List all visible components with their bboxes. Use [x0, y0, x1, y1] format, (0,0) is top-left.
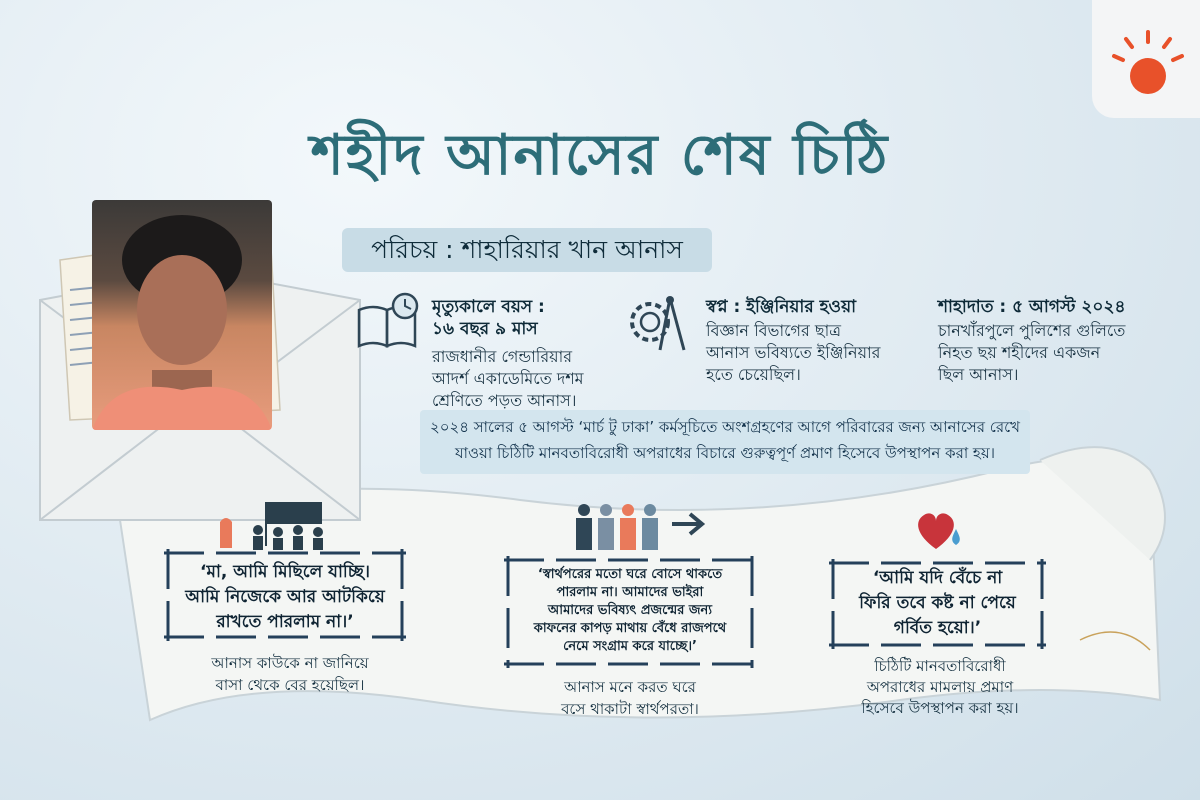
heart-drop-icon [912, 505, 970, 555]
book-clock-icon [355, 292, 421, 352]
page-title: শহীদ আনাসের শেষ চিঠি [310, 122, 890, 188]
martyrdom-heading: শাহাদাত : ৫ আগস্ট ২০২৪ [938, 297, 1126, 317]
quote-2: ‘স্বার্থপরের মতো ঘরে বোসে থাকতে পারলাম না। আমাদের ভাইরা আমাদের ভবিষ্যৎ প্রজন্মের জন্য কাফনের কাপড় মাথায় বেঁধে রাজপথে নেমে সংগ্রাম করে যাচ্ছে।’ [533, 567, 727, 654]
quote-1: ‘মা, আমি মিছিলে যাচ্ছি। আমি নিজেকে আর আটকিয়ে রাখতে পারলাম না।’ [185, 562, 385, 632]
age-heading: মৃত্যুকালে বয়স : ১৬ বছর ৯ মাস [432, 297, 545, 339]
intro-label: পরিচয় : শাহারিয়ার খান আনাস [342, 228, 712, 272]
caption-1: আনাস কাউকে না জানিয়ে বাসা থেকে বের হয়েছিল। [211, 654, 369, 694]
engineering-gear-icon [622, 292, 692, 354]
caption-2: আনাস মনে করত ঘরে বসে থাকাটা স্বার্থপরতা। [561, 678, 699, 718]
united-people-icon [570, 498, 720, 553]
martyrdom-text: চানখাঁরপুলে পুলিশের গুলিতে নিহত ছয় শহীদের একজন ছিল আনাস। [938, 321, 1126, 384]
quote-3: ‘আমি যদি বেঁচে না ফিরি তবে কষ্ট না পেয়ে গর্বিত হয়ো।’ [859, 568, 1016, 638]
dream-text: বিজ্ঞান বিভাগের ছাত্র আনাস ভবিষ্যতে ইঞ্জিনিয়ার হতে চেয়েছিল। [706, 321, 881, 384]
portrait-photo [92, 200, 272, 430]
caption-3: চিঠিটি মানবতাবিরোধী অপরাধের মামলায় প্রমাণ হিসেবে উপস্থাপন করা হয়। [861, 657, 1019, 717]
dream-heading: স্বপ্ন : ইঞ্জিনিয়ার হওয়া [706, 297, 857, 317]
age-text: রাজধানীর গেন্ডারিয়ার আদর্শ একাডেমিতে দশম শ্রেণিতে পড়ত আনাস। [432, 347, 584, 410]
info-box: ২০২৪ সালের ৫ আগস্ট ‘মার্চ টু ঢাকা’ কর্মসূচিতে অংশগ্রহণের আগে পরিবারের জন্য আনাসের রেখে যাওয়া চিঠিটি মানবতাবিরোধী অপরাধের বিচারে গুরুত্বপূর্ণ প্রমাণ হিসেবে উপস্থাপন করা হয়। [420, 410, 1030, 474]
